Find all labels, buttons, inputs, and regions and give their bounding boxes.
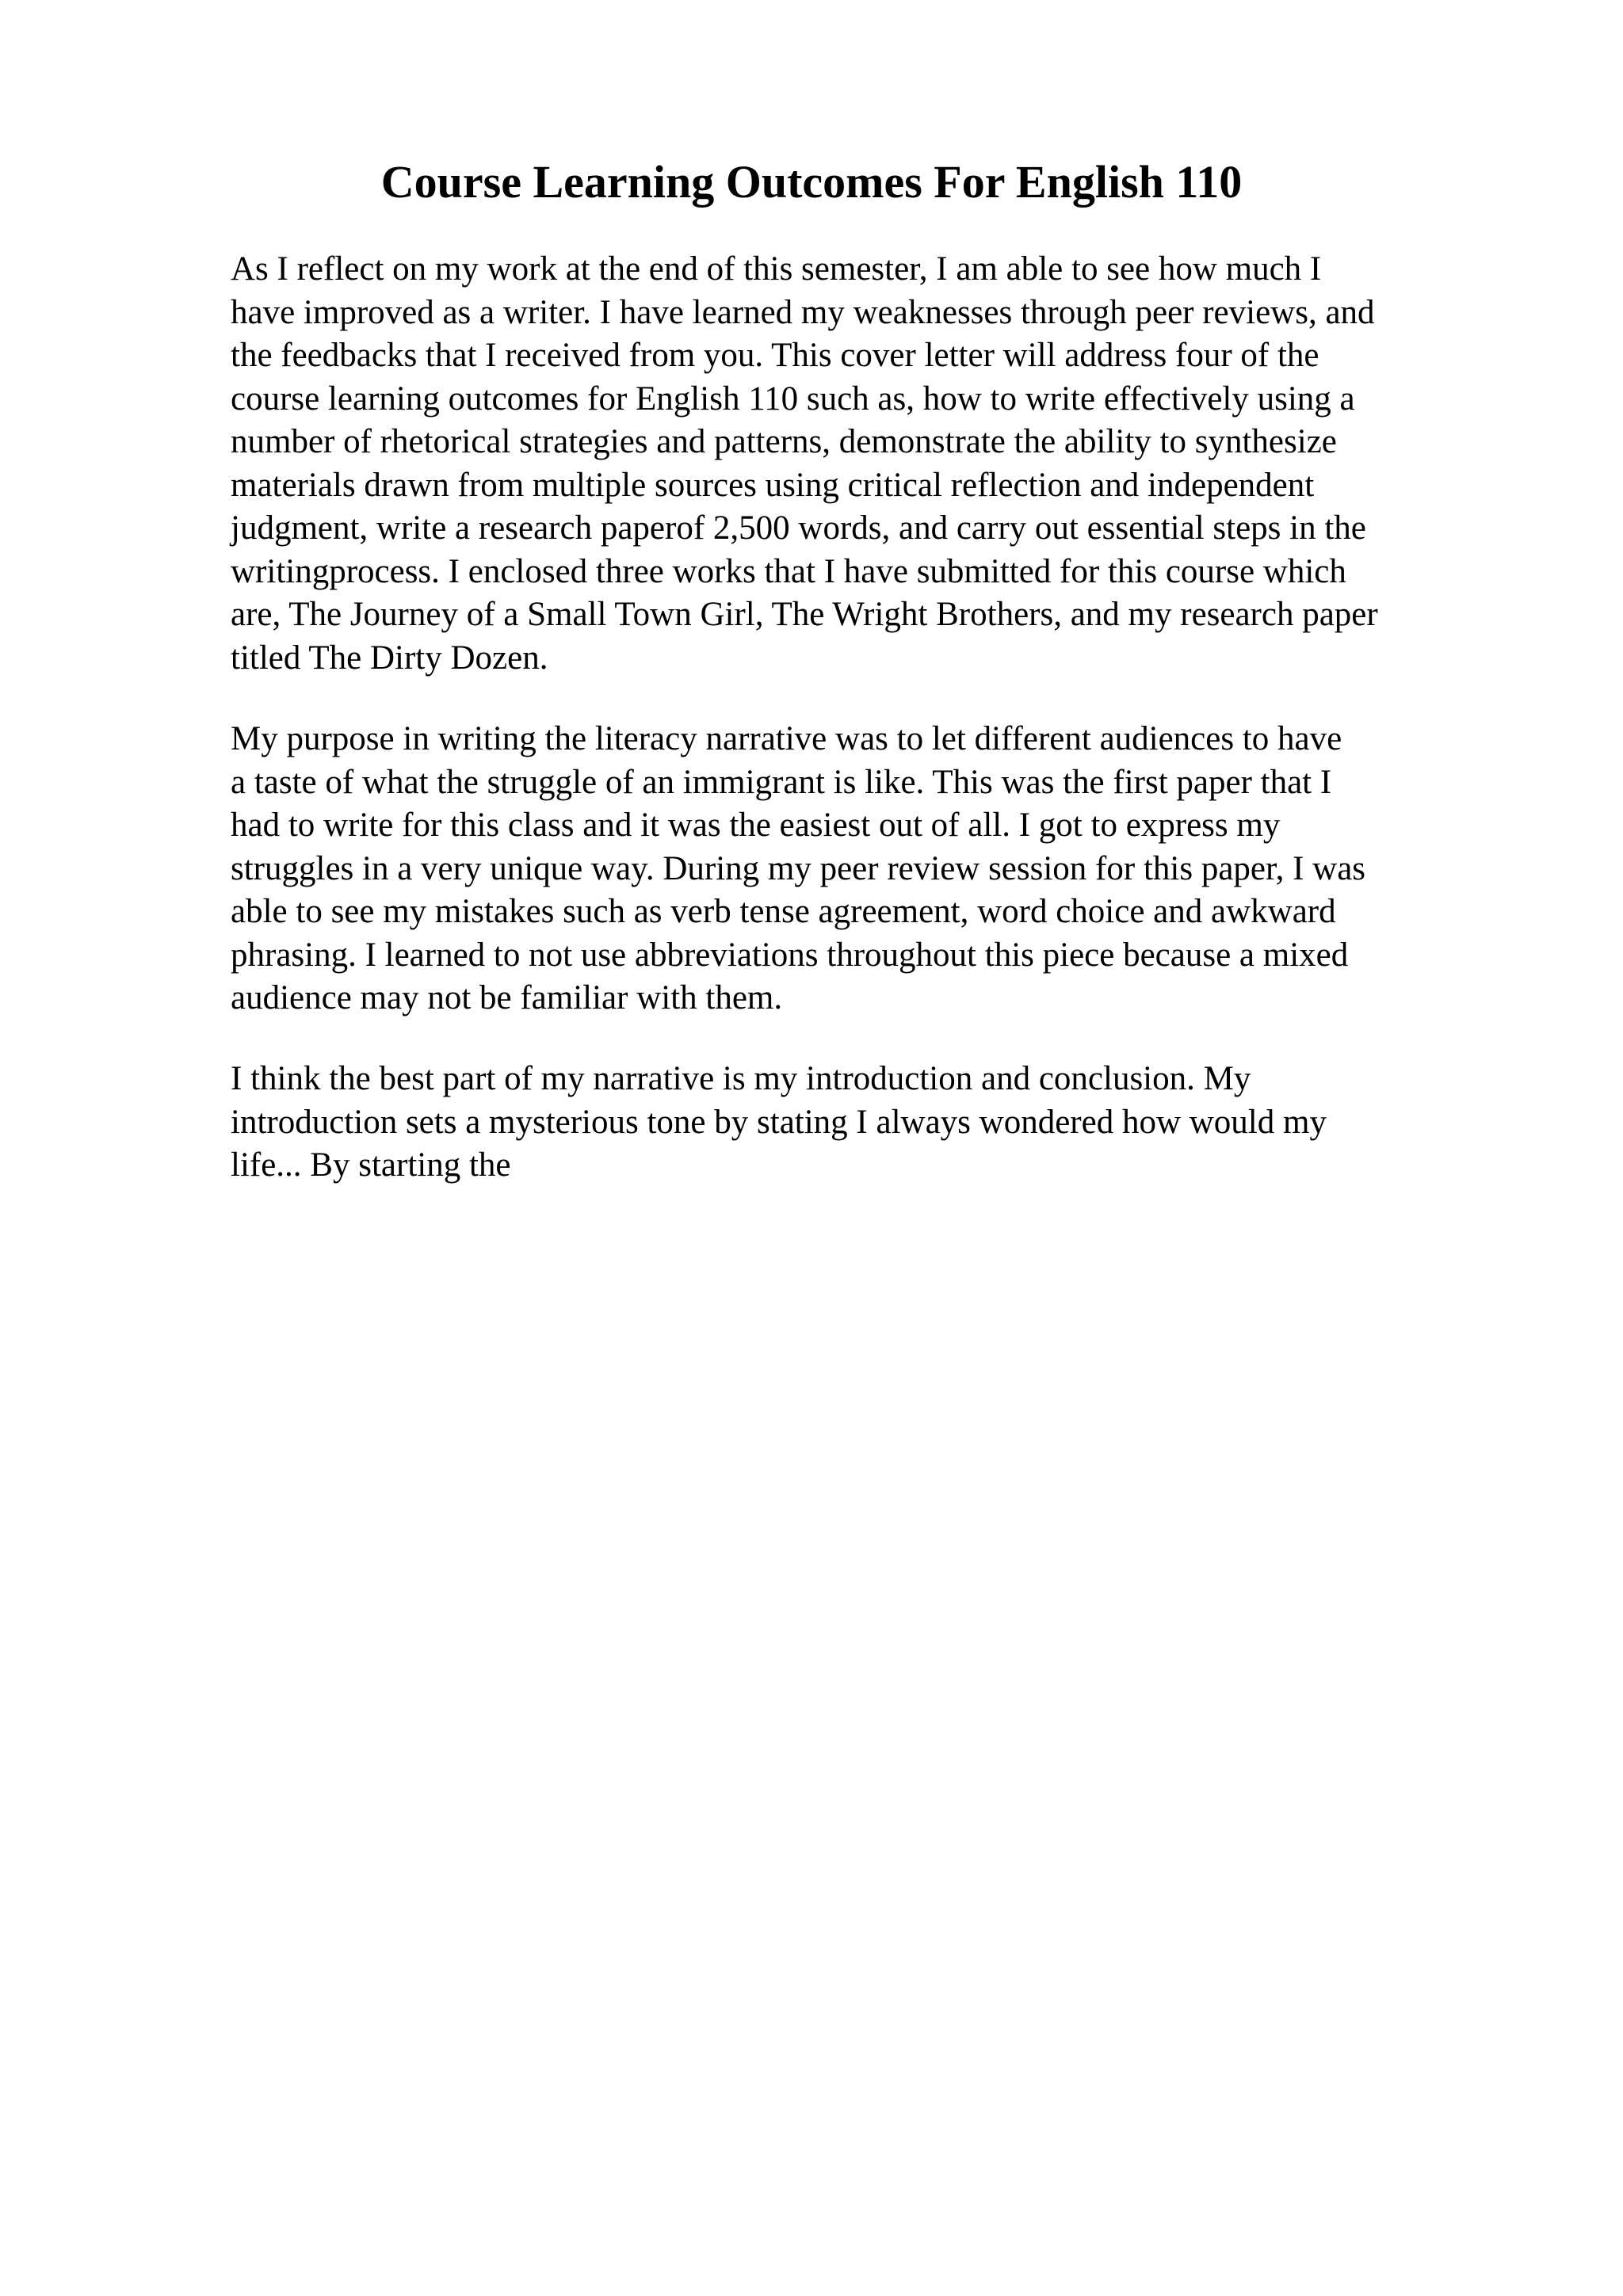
paragraph-2 — [231, 718, 1491, 1020]
paragraph-line: materials drawn from multiple sources using critical reflection and independent — [231, 466, 1315, 504]
paragraph-line: number of rhetorical strategies and patterns, demonstrate the ability to synthesize — [231, 423, 1337, 460]
paragraph-line: introduction sets a mysterious tone by stating I always wondered how would my — [231, 1103, 1327, 1141]
paragraph-1 — [231, 248, 1491, 680]
paragraph-line: have improved as a writer. I have learned my weaknesses through peer reviews, and — [231, 293, 1375, 331]
paragraph-line: judgment, write a research paperof 2,500 words, and carry out essential steps in the — [231, 509, 1366, 547]
paragraph-line: I think the best part of my narrative is my introduction and conclusion. My — [231, 1060, 1251, 1097]
paragraph-line: life... By starting the — [231, 1146, 511, 1184]
paragraph-line: titled The Dirty Dozen. — [231, 639, 548, 677]
paragraph-line: audience may not be familiar with them. — [231, 979, 783, 1016]
paragraph-line: writingprocess. I enclosed three works that I have submitted for this course which — [231, 552, 1346, 590]
paragraph-line: course learning outcomes for English 110 such as, how to write effectively using a — [231, 379, 1355, 418]
document-title: Course Learning Outcomes For English 110 — [380, 156, 1243, 208]
paragraph-line: My purpose in writing the literacy narrative was to let different audiences to have — [231, 720, 1342, 757]
paragraph-3 — [231, 1058, 1491, 1188]
paragraph-line: a taste of what the struggle of an immigrant is like. This was the first paper that I — [231, 763, 1332, 801]
paragraph-line: are, The Journey of a Small Town Girl, The Wright Brothers, and my research paper — [231, 596, 1378, 633]
paragraph-line: had to write for this class and it was the easiest out of all. I got to express my — [231, 807, 1281, 844]
paragraph-line: phrasing. I learned to not use abbreviations throughout this piece because a mixed — [231, 936, 1349, 974]
paragraph-line: the feedbacks that I received from you. This cover letter will address four of the — [231, 337, 1319, 374]
paragraph-line: able to see my mistakes such as verb tense agreement, word choice and awkward — [231, 893, 1336, 930]
paragraph-line: As I reflect on my work at the end of this semester, I am able to see how much I — [231, 250, 1322, 288]
paragraph-line: struggles in a very unique way. During my peer review session for this paper, I was — [231, 849, 1366, 887]
